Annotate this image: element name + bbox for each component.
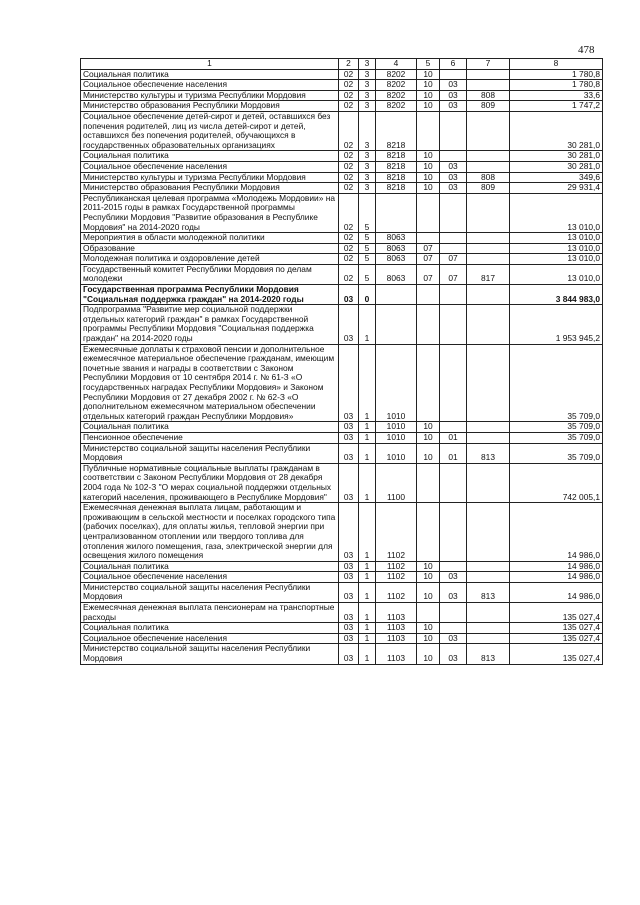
item-name-cell: Ежемесячные доплаты к страховой пенсии и дополнительное ежемесячное материальное обеспечение гражданам, имеющим почетные звания и награды в соответствии с Законом Республики Мордовия от 10 сентября 2014 г. № 61-З «О государственных наградах Республики Мордовия» и Законом Республики Мордовия от 27 декабря 2002 г. № 62-З «О дополнительном ежемесячном материальном обеспечении отдельных категорий граждан Республики Мордовия»: [81, 344, 339, 422]
direction-code-cell: 8218: [376, 172, 417, 183]
header-cell: 8: [510, 59, 603, 70]
amount-cell: 3 844 983,0: [510, 285, 603, 305]
ministry-code-cell: [467, 603, 510, 623]
item-name-cell: Социальное обеспечение населения: [81, 161, 339, 172]
section-code-cell: 10: [417, 151, 440, 162]
table-row: [81, 193, 603, 232]
subsection-code-cell: [440, 561, 467, 572]
program-code-cell: 02: [339, 193, 359, 232]
section-code-cell: [417, 305, 440, 344]
amount-cell: 1 780,8: [510, 69, 603, 80]
item-name-cell: Ежемесячная денежная выплата лицам, работающим и проживающим в сельской местности и поселках городского типа (рабочих поселках), для оплаты жилья, тепловой энергии при централизованном отоплении или твердого топлива для отопления жилого помещения, газа, электрической энергии для освещения жилого помещения: [81, 503, 339, 562]
section-code-cell: 10: [417, 561, 440, 572]
subprogram-code-cell: 3: [359, 151, 376, 162]
program-code-cell: 03: [339, 344, 359, 422]
item-name-cell: Социальная политика: [81, 561, 339, 572]
amount-cell: 13 010,0: [510, 254, 603, 265]
table-row: [81, 463, 603, 502]
table-row: [81, 582, 603, 602]
amount-cell: 35 709,0: [510, 344, 603, 422]
section-code-cell: 10: [417, 161, 440, 172]
program-code-cell: 02: [339, 80, 359, 91]
direction-code-cell: 1100: [376, 463, 417, 502]
amount-cell: 1 747,2: [510, 101, 603, 112]
item-name-cell: Министерство социальной защиты населения Республики Мордовия: [81, 443, 339, 463]
amount-cell: 35 709,0: [510, 432, 603, 443]
subsection-code-cell: [440, 305, 467, 344]
subprogram-code-cell: 1: [359, 561, 376, 572]
table-row: [81, 161, 603, 172]
amount-cell: 35 709,0: [510, 443, 603, 463]
ministry-code-cell: [467, 305, 510, 344]
direction-code-cell: 1010: [376, 443, 417, 463]
direction-code-cell: 1103: [376, 623, 417, 634]
item-name-cell: Молодежная политика и оздоровление детей: [81, 254, 339, 265]
subsection-code-cell: 03: [440, 582, 467, 602]
amount-cell: 30 281,0: [510, 151, 603, 162]
subsection-code-cell: 03: [440, 633, 467, 644]
subsection-code-cell: [440, 285, 467, 305]
subsection-code-cell: [440, 151, 467, 162]
table-row: [81, 243, 603, 254]
section-code-cell: [417, 603, 440, 623]
item-name-cell: Социальная политика: [81, 623, 339, 634]
section-code-cell: [417, 463, 440, 502]
ministry-code-cell: [467, 623, 510, 634]
section-code-cell: 10: [417, 432, 440, 443]
subsection-code-cell: [440, 603, 467, 623]
amount-cell: 30 281,0: [510, 161, 603, 172]
subprogram-code-cell: 3: [359, 69, 376, 80]
subsection-code-cell: 01: [440, 443, 467, 463]
direction-code-cell: 1103: [376, 633, 417, 644]
table-row: [81, 561, 603, 572]
table-row: [81, 151, 603, 162]
direction-code-cell: 8202: [376, 69, 417, 80]
ministry-code-cell: 809: [467, 183, 510, 194]
section-code-cell: 07: [417, 264, 440, 284]
program-code-cell: 03: [339, 572, 359, 583]
subsection-code-cell: [440, 344, 467, 422]
subsection-code-cell: 03: [440, 161, 467, 172]
section-code-cell: [417, 344, 440, 422]
subprogram-code-cell: 5: [359, 233, 376, 244]
program-code-cell: 03: [339, 443, 359, 463]
ministry-code-cell: [467, 503, 510, 562]
section-code-cell: 07: [417, 243, 440, 254]
subprogram-code-cell: 1: [359, 422, 376, 433]
section-code-cell: 10: [417, 644, 440, 664]
header-cell: 2: [339, 59, 359, 70]
amount-cell: 349,6: [510, 172, 603, 183]
amount-cell: 33,6: [510, 90, 603, 101]
page-number: 478: [578, 44, 595, 56]
section-code-cell: [417, 503, 440, 562]
program-code-cell: 02: [339, 243, 359, 254]
subsection-code-cell: 03: [440, 572, 467, 583]
ministry-code-cell: 813: [467, 443, 510, 463]
item-name-cell: Подпрограмма "Развитие мер социальной поддержки отдельных категорий граждан" в рамках Государственной программы Республики Мордовия "Социальная поддержка граждан" на 2014-2020 годы: [81, 305, 339, 344]
subprogram-code-cell: 1: [359, 503, 376, 562]
section-code-cell: 10: [417, 101, 440, 112]
table-row: [81, 264, 603, 284]
subprogram-code-cell: 1: [359, 443, 376, 463]
ministry-code-cell: [467, 254, 510, 265]
table-row: [81, 233, 603, 244]
amount-cell: 742 005,1: [510, 463, 603, 502]
header-cell: 4: [376, 59, 417, 70]
subprogram-code-cell: 1: [359, 623, 376, 634]
subprogram-code-cell: 5: [359, 264, 376, 284]
subsection-code-cell: 03: [440, 172, 467, 183]
section-code-cell: 10: [417, 69, 440, 80]
budget-table: [80, 58, 603, 665]
program-code-cell: 02: [339, 90, 359, 101]
direction-code-cell: 1103: [376, 644, 417, 664]
table-row: [81, 101, 603, 112]
program-code-cell: 02: [339, 172, 359, 183]
amount-cell: 14 986,0: [510, 561, 603, 572]
item-name-cell: Мероприятия в области молодежной политики: [81, 233, 339, 244]
item-name-cell: Публичные нормативные социальные выплаты гражданам в соответствии с Законом Республики Мордовия от 28 декабря 2004 года № 102-З "О мерах социальной поддержки отдельных категорий населения, проживающего в Республике Мордовия": [81, 463, 339, 502]
section-code-cell: 10: [417, 90, 440, 101]
table-row: [81, 422, 603, 433]
item-name-cell: Министерство социальной защиты населения Республики Мордовия: [81, 644, 339, 664]
program-code-cell: 02: [339, 183, 359, 194]
subsection-code-cell: [440, 463, 467, 502]
amount-cell: 1 780,8: [510, 80, 603, 91]
ministry-code-cell: [467, 193, 510, 232]
ministry-code-cell: [467, 422, 510, 433]
subprogram-code-cell: 1: [359, 633, 376, 644]
item-name-cell: Социальное обеспечение населения: [81, 80, 339, 91]
section-code-cell: 10: [417, 633, 440, 644]
direction-code-cell: [376, 193, 417, 232]
direction-code-cell: 8063: [376, 264, 417, 284]
direction-code-cell: 1010: [376, 344, 417, 422]
subprogram-code-cell: 1: [359, 305, 376, 344]
subsection-code-cell: [440, 503, 467, 562]
table-row: [81, 443, 603, 463]
subprogram-code-cell: 5: [359, 254, 376, 265]
subprogram-code-cell: 1: [359, 344, 376, 422]
program-code-cell: 02: [339, 264, 359, 284]
item-name-cell: Министерство образования Республики Мордовия: [81, 183, 339, 194]
subsection-code-cell: [440, 422, 467, 433]
subprogram-code-cell: 1: [359, 603, 376, 623]
item-name-cell: Министерство культуры и туризма Республики Мордовия: [81, 172, 339, 183]
ministry-code-cell: 809: [467, 101, 510, 112]
direction-code-cell: [376, 285, 417, 305]
subprogram-code-cell: 1: [359, 644, 376, 664]
ministry-code-cell: 817: [467, 264, 510, 284]
item-name-cell: Социальное обеспечение населения: [81, 633, 339, 644]
table-row: [81, 111, 603, 150]
section-code-cell: 10: [417, 80, 440, 91]
direction-code-cell: 1010: [376, 422, 417, 433]
amount-cell: 13 010,0: [510, 264, 603, 284]
section-code-cell: 10: [417, 172, 440, 183]
table-row: [81, 69, 603, 80]
subprogram-code-cell: 3: [359, 111, 376, 150]
program-code-cell: 03: [339, 432, 359, 443]
ministry-code-cell: [467, 463, 510, 502]
direction-code-cell: 8218: [376, 151, 417, 162]
section-code-cell: [417, 233, 440, 244]
table-row: [81, 432, 603, 443]
direction-code-cell: 1103: [376, 603, 417, 623]
item-name-cell: Ежемесячная денежная выплата пенсионерам на транспортные расходы: [81, 603, 339, 623]
ministry-code-cell: [467, 572, 510, 583]
subprogram-code-cell: 3: [359, 172, 376, 183]
subsection-code-cell: 03: [440, 80, 467, 91]
subprogram-code-cell: 1: [359, 582, 376, 602]
table-row: [81, 633, 603, 644]
subsection-code-cell: 01: [440, 432, 467, 443]
ministry-code-cell: [467, 111, 510, 150]
table-row: [81, 90, 603, 101]
table-row: [81, 285, 603, 305]
ministry-code-cell: [467, 432, 510, 443]
header-cell: 6: [440, 59, 467, 70]
subsection-code-cell: [440, 243, 467, 254]
section-code-cell: 10: [417, 623, 440, 634]
ministry-code-cell: [467, 561, 510, 572]
direction-code-cell: 8063: [376, 243, 417, 254]
section-code-cell: 07: [417, 254, 440, 265]
program-code-cell: 02: [339, 254, 359, 265]
item-name-cell: Министерство социальной защиты населения Республики Мордовия: [81, 582, 339, 602]
table-row: [81, 183, 603, 194]
amount-cell: 14 986,0: [510, 503, 603, 562]
subsection-code-cell: 03: [440, 644, 467, 664]
direction-code-cell: 8202: [376, 101, 417, 112]
section-code-cell: 10: [417, 422, 440, 433]
program-code-cell: 03: [339, 582, 359, 602]
table-row: [81, 305, 603, 344]
subprogram-code-cell: 1: [359, 432, 376, 443]
ministry-code-cell: [467, 80, 510, 91]
ministry-code-cell: 813: [467, 644, 510, 664]
direction-code-cell: 1010: [376, 432, 417, 443]
program-code-cell: 03: [339, 503, 359, 562]
amount-cell: 13 010,0: [510, 193, 603, 232]
direction-code-cell: 1102: [376, 572, 417, 583]
header-cell: 5: [417, 59, 440, 70]
ministry-code-cell: [467, 233, 510, 244]
ministry-code-cell: [467, 243, 510, 254]
amount-cell: 13 010,0: [510, 243, 603, 254]
amount-cell: 13 010,0: [510, 233, 603, 244]
section-code-cell: 10: [417, 183, 440, 194]
amount-cell: 14 986,0: [510, 582, 603, 602]
program-code-cell: 03: [339, 422, 359, 433]
ministry-code-cell: 813: [467, 582, 510, 602]
table-row: [81, 344, 603, 422]
direction-code-cell: [376, 305, 417, 344]
item-name-cell: Министерство образования Республики Мордовия: [81, 101, 339, 112]
direction-code-cell: 1102: [376, 582, 417, 602]
program-code-cell: 03: [339, 623, 359, 634]
subsection-code-cell: [440, 193, 467, 232]
program-code-cell: 02: [339, 161, 359, 172]
amount-cell: 135 027,4: [510, 623, 603, 634]
ministry-code-cell: [467, 344, 510, 422]
item-name-cell: Социальное обеспечение населения: [81, 572, 339, 583]
subprogram-code-cell: 5: [359, 193, 376, 232]
program-code-cell: 02: [339, 101, 359, 112]
section-code-cell: 10: [417, 572, 440, 583]
section-code-cell: [417, 193, 440, 232]
item-name-cell: Государственный комитет Республики Мордовия по делам молодежи: [81, 264, 339, 284]
item-name-cell: Республиканская целевая программа «Молодежь Мордовии» на 2011-2015 годы в рамках Государственной программы Республики Мордовия "Развитие образования в Республике Мордовия" на 2014-2020 годы: [81, 193, 339, 232]
subsection-code-cell: [440, 623, 467, 634]
direction-code-cell: 1102: [376, 503, 417, 562]
direction-code-cell: 8202: [376, 90, 417, 101]
item-name-cell: Социальная политика: [81, 151, 339, 162]
subsection-code-cell: 03: [440, 183, 467, 194]
subsection-code-cell: [440, 111, 467, 150]
table-row: [81, 603, 603, 623]
program-code-cell: 02: [339, 151, 359, 162]
subprogram-code-cell: 5: [359, 243, 376, 254]
subprogram-code-cell: 3: [359, 90, 376, 101]
direction-code-cell: 8202: [376, 80, 417, 91]
table-row: [81, 644, 603, 664]
amount-cell: 135 027,4: [510, 644, 603, 664]
ministry-code-cell: [467, 151, 510, 162]
table-row: [81, 503, 603, 562]
subsection-code-cell: 07: [440, 254, 467, 265]
subprogram-code-cell: 3: [359, 80, 376, 91]
subprogram-code-cell: 3: [359, 161, 376, 172]
section-code-cell: [417, 111, 440, 150]
section-code-cell: 10: [417, 582, 440, 602]
header-cell: 7: [467, 59, 510, 70]
subprogram-code-cell: 3: [359, 183, 376, 194]
direction-code-cell: 8218: [376, 183, 417, 194]
subsection-code-cell: 03: [440, 101, 467, 112]
header-row: [81, 59, 603, 70]
ministry-code-cell: [467, 161, 510, 172]
amount-cell: 30 281,0: [510, 111, 603, 150]
amount-cell: 14 986,0: [510, 572, 603, 583]
subprogram-code-cell: 0: [359, 285, 376, 305]
table-row: [81, 80, 603, 91]
header-cell: 1: [81, 59, 339, 70]
program-code-cell: 03: [339, 603, 359, 623]
direction-code-cell: 1102: [376, 561, 417, 572]
program-code-cell: 03: [339, 644, 359, 664]
table-row: [81, 172, 603, 183]
subprogram-code-cell: 3: [359, 101, 376, 112]
program-code-cell: 03: [339, 305, 359, 344]
amount-cell: 135 027,4: [510, 633, 603, 644]
program-code-cell: 02: [339, 69, 359, 80]
subprogram-code-cell: 1: [359, 572, 376, 583]
item-name-cell: Образование: [81, 243, 339, 254]
direction-code-cell: 8063: [376, 233, 417, 244]
program-code-cell: 02: [339, 233, 359, 244]
table-row: [81, 572, 603, 583]
direction-code-cell: 8218: [376, 161, 417, 172]
amount-cell: 35 709,0: [510, 422, 603, 433]
item-name-cell: Социальная политика: [81, 422, 339, 433]
item-name-cell: Министерство культуры и туризма Республики Мордовия: [81, 90, 339, 101]
amount-cell: 135 027,4: [510, 603, 603, 623]
item-name-cell: Социальное обеспечение детей-сирот и детей, оставшихся без попечения родителей, лиц из числа детей-сирот и детей, оставшихся без попечения родителей, обучающихся в государственных образовательных организациях: [81, 111, 339, 150]
subprogram-code-cell: 1: [359, 463, 376, 502]
program-code-cell: 03: [339, 285, 359, 305]
ministry-code-cell: [467, 285, 510, 305]
header-cell: 3: [359, 59, 376, 70]
item-name-cell: Государственная программа Республики Мордовия "Социальная поддержка граждан" на 2014-2020 годы: [81, 285, 339, 305]
table-row: [81, 254, 603, 265]
program-code-cell: 03: [339, 633, 359, 644]
table-body: [81, 69, 603, 664]
ministry-code-cell: 808: [467, 90, 510, 101]
subsection-code-cell: 03: [440, 90, 467, 101]
program-code-cell: 03: [339, 463, 359, 502]
section-code-cell: 10: [417, 443, 440, 463]
item-name-cell: Пенсионное обеспечение: [81, 432, 339, 443]
program-code-cell: 02: [339, 111, 359, 150]
amount-cell: 1 953 945,2: [510, 305, 603, 344]
section-code-cell: [417, 285, 440, 305]
ministry-code-cell: [467, 69, 510, 80]
ministry-code-cell: 808: [467, 172, 510, 183]
table-row: [81, 623, 603, 634]
ministry-code-cell: [467, 633, 510, 644]
subsection-code-cell: [440, 69, 467, 80]
direction-code-cell: 8063: [376, 254, 417, 265]
subsection-code-cell: 07: [440, 264, 467, 284]
item-name-cell: Социальная политика: [81, 69, 339, 80]
program-code-cell: 03: [339, 561, 359, 572]
direction-code-cell: 8218: [376, 111, 417, 150]
amount-cell: 29 931,4: [510, 183, 603, 194]
subsection-code-cell: [440, 233, 467, 244]
